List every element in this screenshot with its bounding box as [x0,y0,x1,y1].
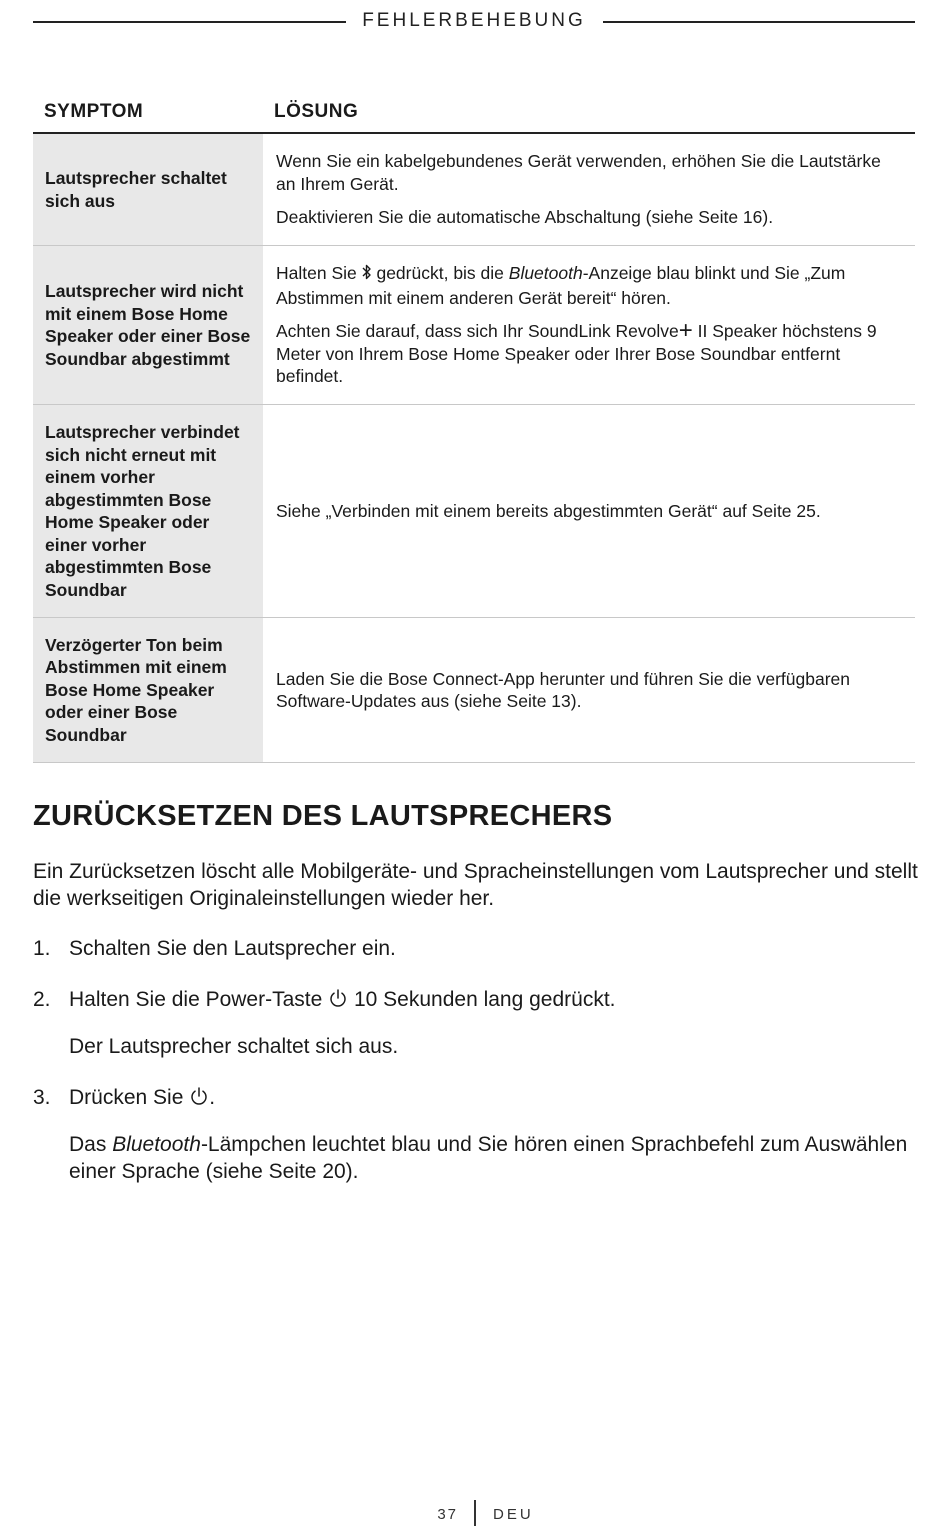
step-number: 3. [33,1086,51,1109]
symptom-cell: Lautsprecher schaltet sich aus [33,134,263,245]
plus-symbol: + [678,317,693,345]
solution-text [276,262,903,309]
text-run: II Speaker höchstens 9 Meter von Ihrem Bose Home Speaker oder Ihrer Bose Soundbar entfernt befindet. [276,321,877,387]
text-run-italic: Bluetooth [112,1133,201,1156]
table-header [33,100,915,134]
power-icon [189,1086,209,1113]
solution-text [276,317,903,388]
page-number: 37 [437,1506,458,1523]
text-run: Drücken Sie [69,1086,190,1109]
language-code: DEU [493,1506,534,1523]
list-item [33,986,918,1060]
solution-text: Deaktivieren Sie die automatische Abschaltung (siehe Seite 16). [276,207,774,228]
step-note: Der Lautsprecher schaltet sich aus. [69,1035,399,1058]
table-row [33,134,915,246]
text-run-italic: Bluetooth [508,263,583,284]
solution-cell [263,134,915,245]
table-row [33,246,915,405]
text-run: Das [69,1133,113,1156]
reset-steps [33,935,918,1185]
list-item [33,935,918,962]
step-text [69,986,918,1015]
symptom-cell: Lautsprecher verbindet sich nicht erneut mit einem vorher abgestimmten Bose Home Speaker oder einer vorher abgestimmten Bose Soundbar [33,405,263,617]
footer-separator [474,1500,476,1526]
text-run: -Lämpchen leuchtet blau und Sie hören einen Sprachbefehl zum Auswählen einer Sprache (siehe Seite 20). [69,1133,908,1183]
step-text: Schalten Sie den Lautsprecher ein. [69,937,396,960]
symptom-cell: Verzögerter Ton beim Abstimmen mit einem Bose Home Speaker oder einer Bose Soundbar [33,618,263,762]
step-number: 2. [33,988,51,1011]
page-footer [0,1500,950,1530]
step-note [69,1131,918,1185]
column-header-solution: LÖSUNG [274,101,359,122]
text-run: Halten Sie die Power-Taste [69,988,329,1011]
header-rule-right [603,21,915,23]
solution-text: Wenn Sie ein kabelgebundenes Gerät verwenden, erhöhen Sie die Lautstärke an Ihrem Gerät. [276,151,881,194]
power-icon [328,988,348,1015]
section-title: ZURÜCKSETZEN DES LAUTSPRECHERS [33,800,613,832]
symptom-cell: Lautsprecher wird nicht mit einem Bose Home Speaker oder einer Bose Soundbar abgestimmt [33,246,263,404]
solution-text: Siehe „Verbinden mit einem bereits abgestimmten Gerät“ auf Seite 25. [276,500,821,521]
bluetooth-icon [362,263,372,287]
column-header-symptom: SYMPTOM [44,101,144,122]
solution-cell [263,246,915,404]
page-header [33,8,915,36]
header-title: FEHLERBEHEBUNG [362,10,586,31]
troubleshooting-table [33,100,915,763]
table-row [33,618,915,763]
text-run: . [209,1086,216,1109]
solution-cell [263,405,915,617]
text-run: -Anzeige blau blinkt und Sie „Zum Abstimmen mit einem anderen Gerät bereit“ hören. [276,263,846,308]
text-run: gedrückt, bis die [371,263,509,284]
step-text [69,1084,918,1113]
solution-cell [263,618,915,762]
step-number: 1. [33,937,51,960]
text-run: 10 Sekunden lang gedrückt. [348,988,616,1011]
table-row [33,405,915,618]
section-intro: Ein Zurücksetzen löscht alle Mobilgeräte- und Spracheinstellungen vom Lautsprecher und stellt die werkseitigen Originaleinstellungen wieder her. [33,860,918,910]
solution-text: Laden Sie die Bose Connect-App herunter und führen Sie die verfügbaren Software-Updates aus (siehe Seite 13). [276,668,851,711]
text-run: Halten Sie [276,263,362,284]
text-run: Achten Sie darauf, dass sich Ihr SoundLink Revolve [276,321,679,342]
list-item [33,1084,918,1185]
